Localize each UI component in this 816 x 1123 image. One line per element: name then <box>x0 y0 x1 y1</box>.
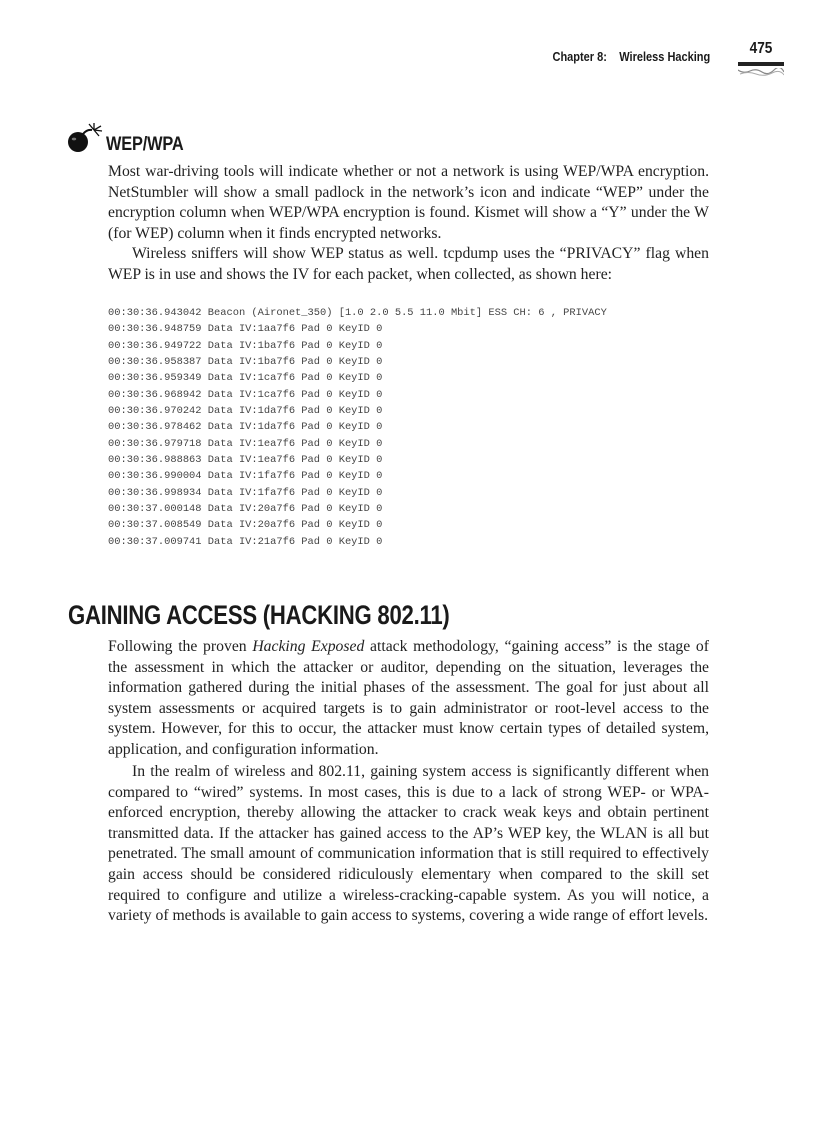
code-line: 00:30:36.958387 Data IV:1ba7f6 Pad 0 KeyID 0 <box>108 356 383 369</box>
paragraph-wireless-realm: In the realm of wireless and 802.11, gaining system access is significantly different when compared to “wired” systems. In most cases, this is due to a lack of strong WEP- or WPA-enforced encryption, thereby allowing the attacker to crack weak keys and obtain pertinent transmitted data. If the attacker has gained access to the AP’s WEP key, the WLAN is all but penetrated. The small amount of communication information that is still required to effectively gain access should be considered ridiculously elementary when compared to the skill set required to configure and utilize a wireless-cracking-capable system. As you will notice, a variety of methods is available to gain access to systems, covering a wide range of effort levels. <box>108 763 709 925</box>
paragraph-text: attack methodology, “gaining access” is the stage of the assessment in which the attacker or auditor, depending on the situation, leverages the information gathered during the initial phases of the assessment. The goal for just about all system assessments or acquired targets is to gain administrator or root-level access to the system. However, for this to occur, the attacker must know certain types of detailed system, application, and configuration information. <box>108 638 709 758</box>
section-heading: WEP/WPA <box>106 134 184 155</box>
chapter-title: Wireless Hacking <box>619 50 710 64</box>
paragraph-wep-tools: Most war-driving tools will indicate whether or not a network is using WEP/WPA encryption. NetStumbler will show a small padlock in the network’s icon and indicate “WEP” under the encryption column when WEP/WPA encryption is found. Kismet will show a “Y” under the W (for WEP) column when it finds encrypted networks. <box>108 163 709 242</box>
paragraph-gaining-access <box>108 637 709 761</box>
chapter-section-heading: GAINING ACCESS (HACKING 802.11) <box>68 600 450 630</box>
code-line: 00:30:36.943042 Beacon (Aironet_350) [1.0 2.0 5.5 11.0 Mbit] ESS CH: 6 , PRIVACY <box>108 307 607 319</box>
paragraph-wireless-sniffers: Wireless sniffers will show WEP status as well. tcpdump uses the “PRIVACY” flag when WEP is in use and shows the IV for each packet, when collected, as shown here: <box>108 245 709 283</box>
book-title: Hacking Exposed <box>252 638 365 655</box>
page-number: 475 <box>749 40 773 57</box>
page-number-ornament <box>738 68 784 76</box>
page-number-box <box>738 40 784 84</box>
code-line: 00:30:37.000148 Data IV:20a7f6 Pad 0 KeyID 0 <box>108 503 383 516</box>
code-line: 00:30:36.949722 Data IV:1ba7f6 Pad 0 KeyID 0 <box>108 339 383 352</box>
code-line: 00:30:36.978462 Data IV:1da7f6 Pad 0 KeyID 0 <box>108 421 383 434</box>
code-line: 00:30:36.948759 Data IV:1aa7f6 Pad 0 KeyID 0 <box>108 323 383 336</box>
chapter-label: Chapter 8: <box>552 50 607 64</box>
running-head <box>552 50 710 64</box>
paragraph-text: Following the proven <box>108 638 253 655</box>
code-line: 00:30:36.988863 Data IV:1ea7f6 Pad 0 KeyID 0 <box>108 454 383 467</box>
code-line: 00:30:36.998934 Data IV:1fa7f6 Pad 0 KeyID 0 <box>108 486 383 499</box>
code-line: 00:30:36.959349 Data IV:1ca7f6 Pad 0 KeyID 0 <box>108 372 383 385</box>
tcpdump-output <box>108 305 728 550</box>
code-line: 00:30:37.008549 Data IV:20a7f6 Pad 0 KeyID 0 <box>108 519 383 532</box>
code-line: 00:30:37.009741 Data IV:21a7f6 Pad 0 KeyID 0 <box>108 535 383 548</box>
code-line: 00:30:36.970242 Data IV:1da7f6 Pad 0 KeyID 0 <box>108 405 383 418</box>
code-line: 00:30:36.968942 Data IV:1ca7f6 Pad 0 KeyID 0 <box>108 388 383 401</box>
bomb-icon <box>66 120 106 156</box>
code-line: 00:30:36.979718 Data IV:1ea7f6 Pad 0 KeyID 0 <box>108 437 383 450</box>
page-number-rule <box>738 62 784 66</box>
code-line: 00:30:36.990004 Data IV:1fa7f6 Pad 0 KeyID 0 <box>108 470 383 483</box>
